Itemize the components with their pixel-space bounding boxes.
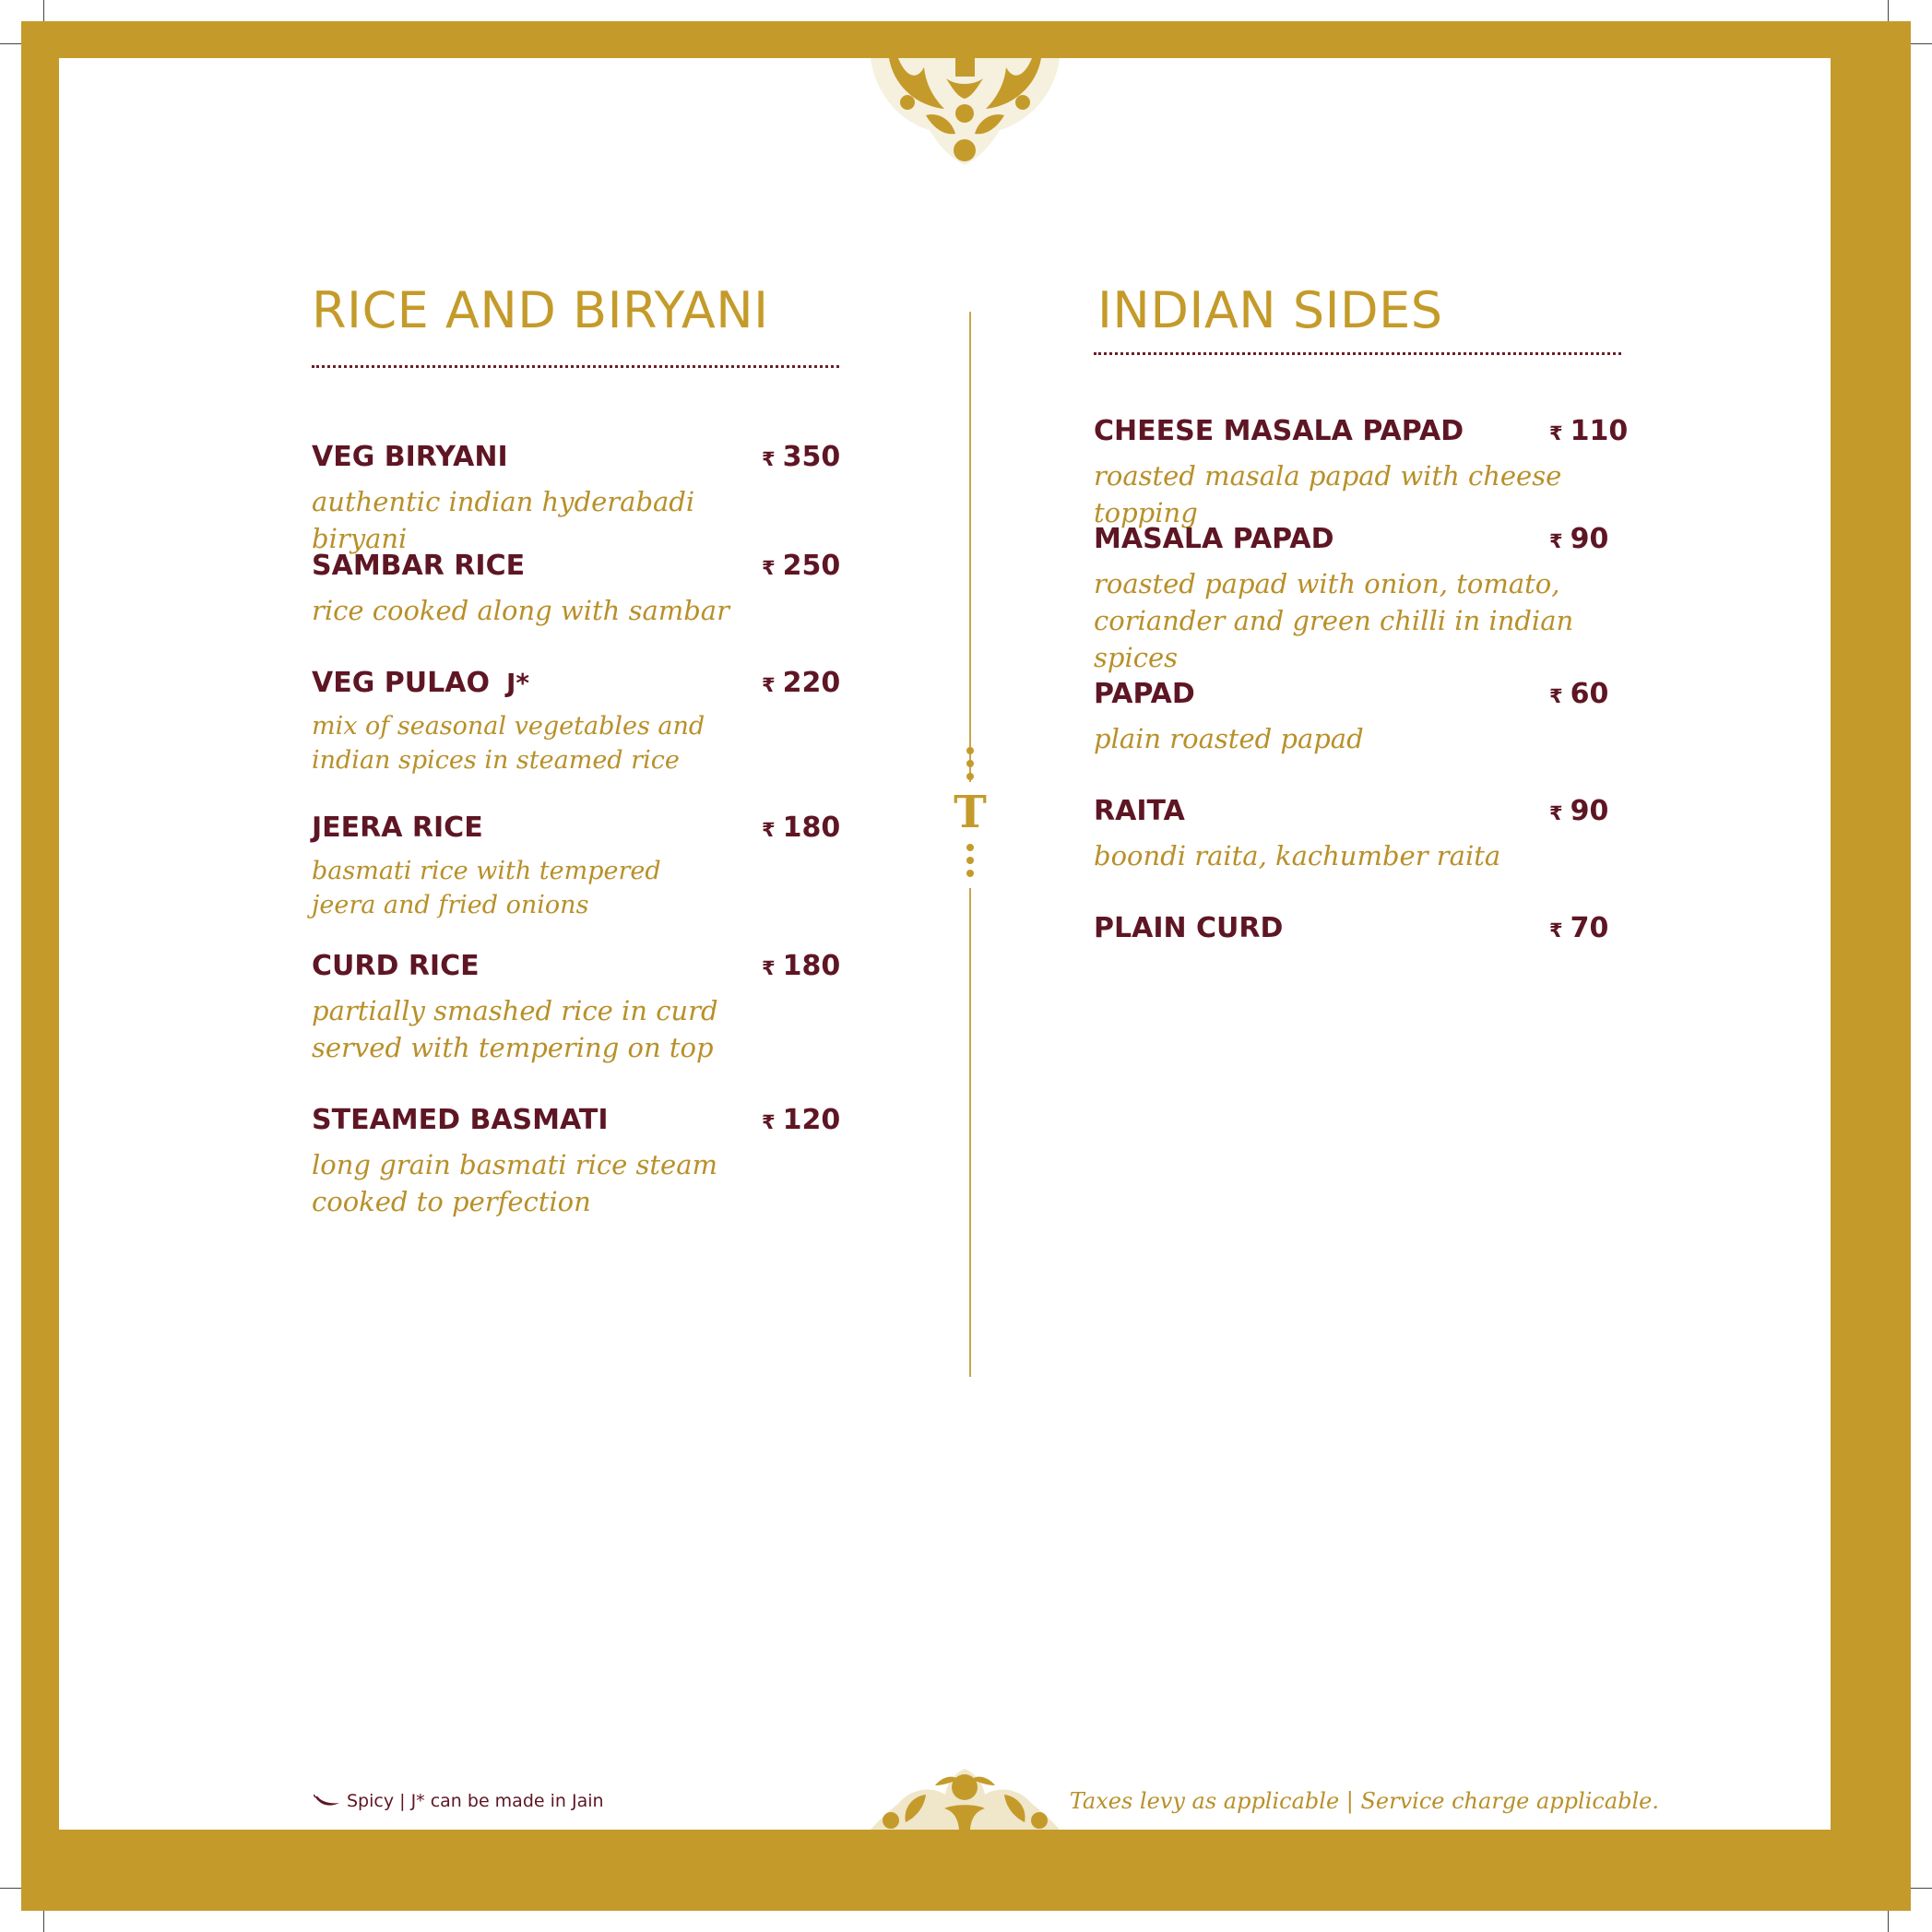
- crop-mark: [1910, 43, 1932, 44]
- item-description: mix of seasonal vegetables and indian spices in steamed rice: [312, 712, 705, 775]
- item-price: ₹ 180: [762, 812, 841, 844]
- footer-legend-text: Spicy | J* can be made in Jain: [347, 1791, 604, 1811]
- item-price: ₹ 220: [762, 667, 841, 699]
- item-price: ₹ 120: [762, 1104, 841, 1136]
- item-name: SAMBAR RICE: [312, 550, 526, 582]
- item-description: boondi raita, kachumber raita: [1094, 840, 1501, 871]
- rupee-icon: ₹: [1549, 422, 1563, 444]
- item-price: ₹ 90: [1549, 523, 1609, 555]
- title-dotted-rule: [312, 365, 839, 368]
- item-name: STEAMED BASMATI: [312, 1104, 609, 1136]
- item-description: rice cooked along with sambar: [312, 595, 729, 626]
- title-dotted-rule: [1094, 352, 1621, 355]
- footer-note: Taxes levy as applicable | Service charge applicable.: [1069, 1788, 1659, 1814]
- item-name: JEERA RICE: [312, 812, 483, 844]
- item-name: VEG PULAO J*: [312, 667, 530, 699]
- item-price: ₹ 180: [762, 950, 841, 982]
- rupee-icon: ₹: [762, 1111, 776, 1133]
- rupee-icon: ₹: [1549, 530, 1563, 552]
- item-price: ₹ 90: [1549, 795, 1609, 827]
- crop-mark: [43, 0, 44, 22]
- rupee-icon: ₹: [1549, 685, 1563, 707]
- divider-monogram: T: [954, 787, 987, 838]
- item-description: roasted papad with onion, tomato, coriander and green chilli in indian spices: [1094, 568, 1574, 673]
- rupee-icon: ₹: [762, 674, 776, 696]
- bottom-ornament-icon: [871, 1767, 1060, 1830]
- rupee-icon: ₹: [762, 557, 776, 579]
- divider-line-bottom: [969, 888, 971, 1377]
- item-price: ₹ 250: [762, 550, 841, 582]
- crop-mark: [1888, 0, 1889, 22]
- crop-mark: [0, 43, 22, 44]
- crop-mark: [1910, 1888, 1932, 1889]
- crop-mark: [43, 1910, 44, 1932]
- item-description: long grain basmati rice steam cooked to perfection: [312, 1149, 717, 1217]
- section-title: INDIAN SIDES: [1097, 281, 1443, 339]
- rupee-icon: ₹: [762, 957, 776, 979]
- item-name: RAITA: [1094, 795, 1185, 827]
- item-description: roasted masala papad with cheese topping: [1094, 460, 1562, 528]
- divider-dots-icon: [961, 745, 979, 788]
- divider-line-top: [969, 312, 971, 782]
- item-price: ₹ 70: [1549, 912, 1609, 944]
- chilli-icon: [314, 1795, 341, 1809]
- item-description: partially smashed rice in curd served with tempering on top: [312, 995, 718, 1063]
- jain-marker: J*: [505, 668, 530, 698]
- crop-mark: [0, 1888, 22, 1889]
- item-name: PAPAD: [1094, 678, 1195, 710]
- item-price: ₹ 60: [1549, 678, 1609, 710]
- item-name: CURD RICE: [312, 950, 480, 982]
- rupee-icon: ₹: [762, 819, 776, 841]
- rice-biryani-section: [312, 58, 902, 1349]
- rupee-icon: ₹: [762, 448, 776, 470]
- menu-page: [59, 58, 1831, 1830]
- item-description: basmati rice with tempered jeera and fried onions: [312, 857, 661, 919]
- footer-legend: [314, 1791, 604, 1811]
- divider-dots-icon: [961, 842, 979, 884]
- rupee-icon: ₹: [1549, 802, 1563, 824]
- item-price: ₹ 350: [762, 441, 841, 473]
- section-title: RICE AND BIRYANI: [312, 281, 769, 339]
- item-name: MASALA PAPAD: [1094, 523, 1334, 555]
- item-price: ₹ 110: [1549, 415, 1629, 447]
- item-name: CHEESE MASALA PAPAD: [1094, 415, 1464, 447]
- indian-sides-section: [1094, 58, 1684, 1073]
- item-description: plain roasted papad: [1094, 723, 1364, 754]
- item-description: authentic indian hyderabadi biryani: [312, 486, 695, 554]
- item-name: PLAIN CURD: [1094, 912, 1284, 944]
- item-name: VEG BIRYANI: [312, 441, 508, 473]
- rupee-icon: ₹: [1549, 919, 1563, 942]
- crop-mark: [1888, 1910, 1889, 1932]
